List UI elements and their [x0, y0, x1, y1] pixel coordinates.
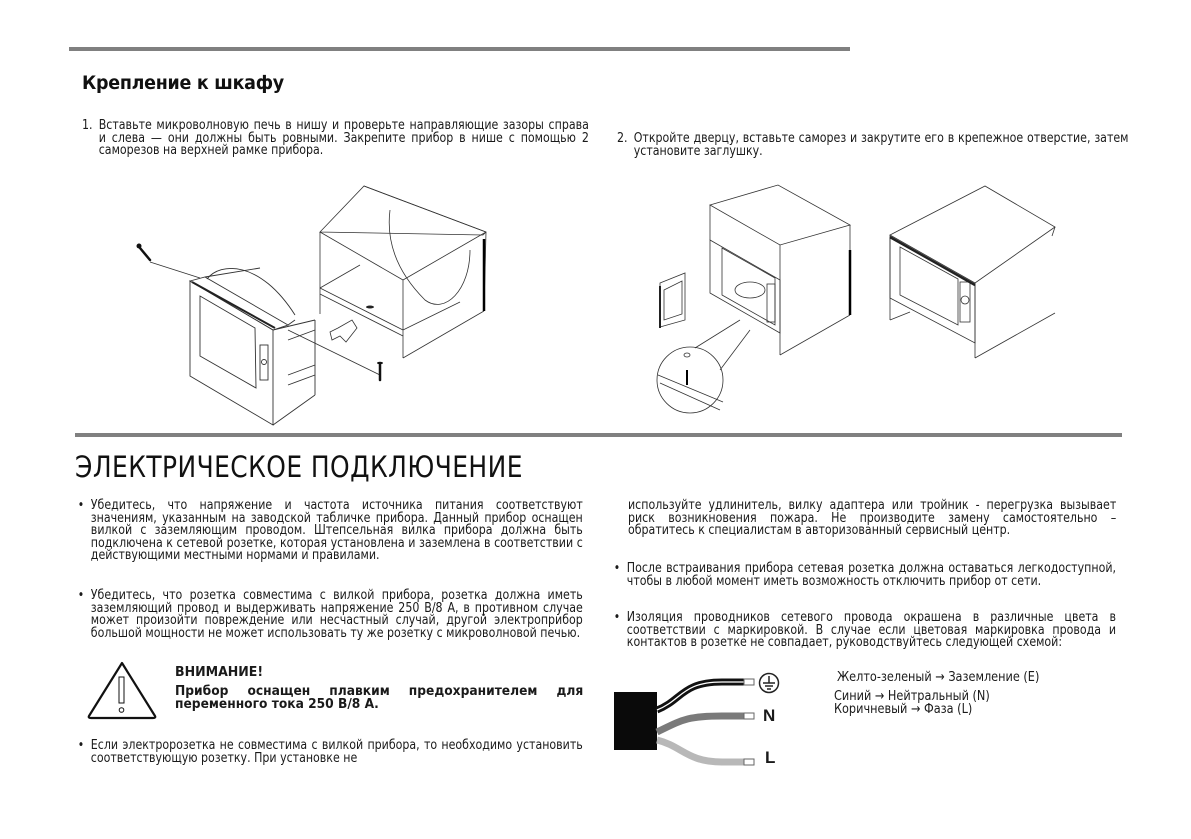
legend-neutral: Синий → Нейтральный (N)	[834, 688, 990, 704]
step-number: 1.	[82, 118, 93, 133]
warning-title: ВНИМАНИЕ!	[175, 664, 264, 680]
step-number: 2.	[617, 131, 628, 146]
bullet-icon: •	[77, 588, 85, 603]
bullet-icon: •	[77, 738, 85, 753]
microwave-insertion-into-cabinet-illustration	[120, 180, 500, 420]
electrical-bullet-5	[611, 612, 1116, 650]
bullet-icon: •	[613, 610, 621, 625]
legend-earth: Желто-зеленый → Заземление (E)	[837, 669, 1040, 685]
bullet-text: Убедитесь, что розетка совместима с вилкой прибора, розетка должна иметь заземляющий провод и выдерживать напряжение 250 В/8 А, в противном случае может произойти повреждение или несчастный случай, другой электроприбор большой мощности не может использовать ту же розетку с микроволновой печью.	[90, 588, 583, 641]
electrical-bullet-3-continuation: используйте удлинитель, вилку адаптера или тройник - перегрузка вызывает риск возникновения пожара. Не производите замену самостоятельно – обратитесь к специалистам в авторизованный сервисный центр.	[628, 498, 1117, 539]
warning-text: Прибор оснащен плавким предохранителем для переменного тока 250 В/8 А.	[175, 684, 584, 712]
bullet-text: После встраивания прибора сетевая розетка должна оставаться легкодоступной, чтобы в любой момент иметь возможность отключить прибор от сети.	[626, 561, 1116, 589]
step-text: Откройте дверцу, вставьте саморез и закрутите его в крепежное отверстие, затем установите заглушку.	[633, 131, 1129, 159]
mounting-step-2	[617, 133, 1129, 158]
electrical-section-title: ЭЛЕКТРИЧЕСКОЕ ПОДКЛЮЧЕНИЕ	[75, 450, 523, 484]
electrical-bullet-3	[75, 740, 583, 765]
electrical-bullet-1	[75, 500, 583, 563]
electrical-bullet-4	[611, 563, 1116, 588]
step-text: Вставьте микроволновую печь в нишу и проверьте направляющие зазоры справа и слева — они должны быть ровными. Закрепите прибор в нише с помощью 2 саморезов на верхней рамке прибора.	[98, 118, 589, 159]
earth-ground-icon	[758, 672, 780, 694]
neutral-terminal-label: N	[763, 706, 776, 725]
bullet-text: Убедитесь, что напряжение и частота источника питания соответствуют значениям, указанным на заводской табличке прибора. Данный прибор оснащен вилкой с заземляющим проводом. Штепсельная вилка прибора должна быть подключена к сетевой розетке, которая установлена и заземлена в соответствии с действующими местными нормами и правилами.	[90, 498, 583, 564]
installed-microwave-in-cabinet-illustration	[880, 180, 1070, 380]
door-open-screw-fixing-illustration	[650, 180, 860, 420]
mounting-step-1	[82, 120, 589, 158]
live-terminal-label: L	[765, 748, 776, 767]
bullet-text: Изоляция проводников сетевого провода окрашена в различные цвета в соответствии с маркировкой. В случае если цветовая маркировка провода и контактов в розетке не совпадает, руководствуйтесь следующей схемой:	[626, 610, 1116, 651]
section-divider	[75, 433, 1122, 437]
legend-live: Коричневый → Фаза (L)	[834, 701, 973, 717]
electrical-bullet-2	[75, 590, 583, 640]
warning-triangle-icon	[86, 660, 158, 720]
mounting-section-title: Крепление к шкафу	[82, 72, 284, 94]
top-divider	[69, 47, 850, 51]
bullet-icon: •	[613, 561, 621, 576]
bullet-icon: •	[77, 498, 85, 513]
bullet-text: Если электророзетка не совместима с вилкой прибора, то необходимо установить соответствующую розетку. При установке не	[90, 738, 583, 766]
